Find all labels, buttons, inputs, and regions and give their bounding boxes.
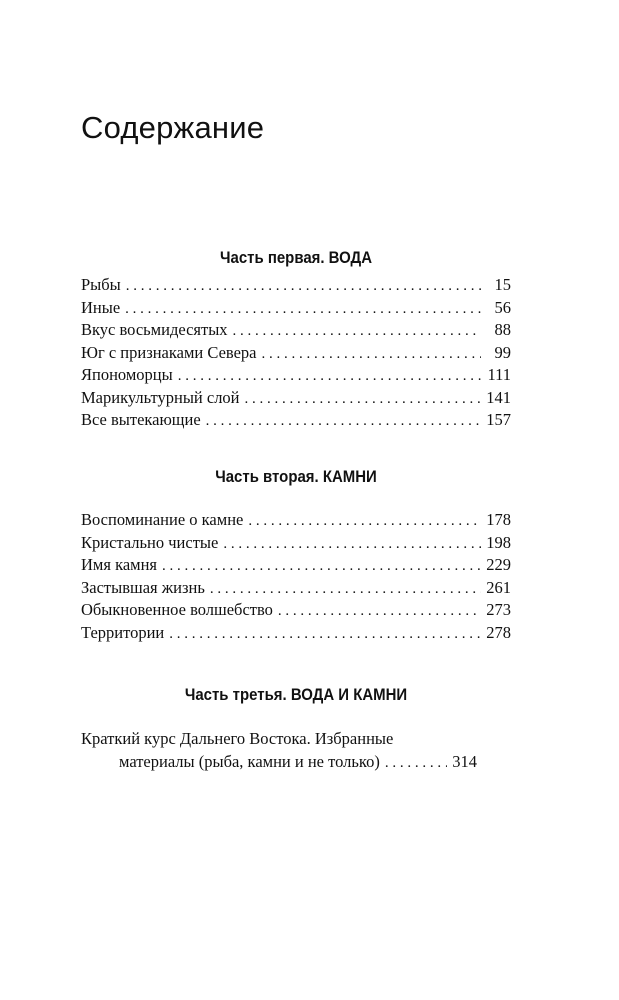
toc-entry-page: 56 (494, 297, 511, 317)
toc-entry-page: 111 (487, 365, 511, 384)
toc-dot-leader (223, 533, 481, 556)
toc-dot-leader (278, 600, 481, 623)
toc-dot-leader (248, 510, 481, 533)
toc-entry[interactable] (81, 342, 511, 365)
toc-entry-page: 15 (494, 275, 511, 294)
toc-entry[interactable] (81, 728, 511, 774)
toc-entry[interactable] (81, 297, 511, 320)
toc-entry[interactable] (81, 577, 511, 600)
toc-entry-page: 141 (486, 387, 511, 407)
toc-entry[interactable] (81, 599, 511, 622)
part-heading: Часть вторая. КАМНИ (215, 467, 377, 486)
toc-dot-leader (169, 623, 481, 646)
toc-entry[interactable] (81, 387, 511, 410)
toc-entry-title-line-1: Краткий курс Дальнего Востока. Избранные (81, 729, 394, 748)
toc-entry-title: Территории (81, 622, 165, 642)
toc-dot-leader (178, 365, 481, 388)
toc-entry-page: 278 (486, 622, 511, 642)
toc-dot-leader (245, 388, 481, 411)
toc-entry-page: 261 (486, 577, 511, 597)
toc-entry-line-2 (81, 751, 477, 775)
toc-entry[interactable] (81, 622, 511, 645)
toc-dot-leader (125, 298, 481, 321)
toc-dot-leader (162, 555, 481, 578)
toc-entry-page: 314 (452, 751, 477, 771)
page-title: Содержание (81, 110, 265, 145)
toc-entry[interactable] (81, 364, 511, 387)
toc-dot-leader (210, 578, 481, 601)
toc-entry-page: 178 (486, 510, 511, 529)
toc-entry[interactable] (81, 274, 511, 297)
toc-entry[interactable] (81, 554, 511, 577)
toc-entry-title: Иные (81, 297, 121, 317)
toc-entry-title: Юг с признаками Севера (81, 342, 257, 362)
toc-list (81, 274, 511, 432)
toc-dot-leader (233, 320, 481, 343)
toc-entry-title-line-2: материалы (рыба, камни и не только) (119, 751, 380, 771)
toc-entry[interactable] (81, 509, 511, 532)
part-heading: Часть третья. ВОДА И КАМНИ (184, 685, 408, 704)
toc-entry-page: 157 (486, 410, 511, 429)
toc-entry-title: Все вытекающие (81, 410, 201, 429)
toc-entry-page: 88 (494, 320, 511, 339)
toc-part-3 (81, 685, 511, 774)
toc-list (81, 509, 511, 644)
toc-dot-leader (126, 275, 481, 298)
toc-entry-title: Япономорцы (81, 365, 173, 384)
toc-entry-page: 99 (494, 342, 511, 362)
toc-entry-title: Вкус восьмидесятых (81, 320, 228, 339)
toc-part-1 (81, 248, 511, 432)
toc-entry[interactable] (81, 409, 511, 432)
toc-entry-title: Застывшая жизнь (81, 577, 205, 597)
toc-entry[interactable] (81, 532, 511, 555)
toc-dot-leader (385, 752, 447, 775)
toc-dot-leader (262, 343, 482, 366)
toc-entry-title: Марикультурный слой (81, 387, 240, 407)
part-heading: Часть первая. ВОДА (219, 248, 373, 267)
toc-entry-title: Кристально чистые (81, 532, 219, 552)
toc-entry-page: 273 (486, 600, 511, 619)
toc-dot-leader (206, 410, 481, 433)
toc-entry-page: 229 (486, 555, 511, 574)
toc-entry-title: Обыкновенное волшебство (81, 600, 273, 619)
toc-entry-page: 198 (486, 532, 511, 552)
toc-entry-title: Имя камня (81, 555, 158, 574)
toc-entry-title: Воспоминание о камне (81, 510, 244, 529)
toc-entry-title: Рыбы (81, 275, 121, 294)
toc-part-2 (81, 467, 511, 644)
toc-entry[interactable] (81, 319, 511, 342)
